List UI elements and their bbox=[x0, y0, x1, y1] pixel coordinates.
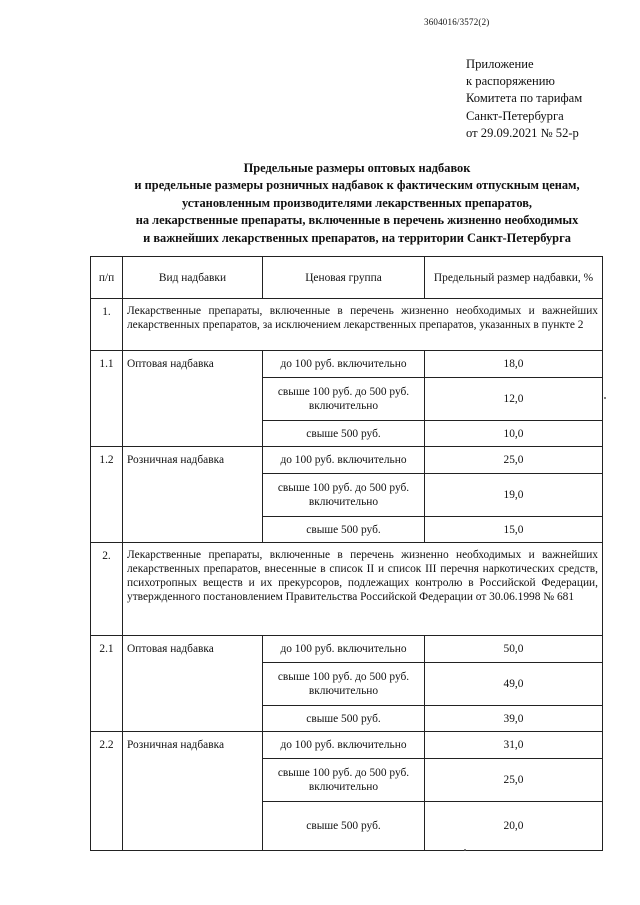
value-cell: 49,0 bbox=[425, 663, 603, 706]
value-cell: 50,0 bbox=[425, 636, 603, 663]
group-num: 2.1 bbox=[91, 636, 123, 732]
value-cell: 25,0 bbox=[425, 447, 603, 474]
document-number: 3604016/3572(2) bbox=[424, 17, 490, 27]
group-kind: Розничная надбавка bbox=[123, 447, 263, 543]
price-group-cell: до 100 руб. включительно bbox=[263, 447, 425, 474]
value-cell: 12,0 bbox=[425, 378, 603, 421]
appendix-line: Комитета по тарифам bbox=[466, 91, 583, 106]
section-num: 2. bbox=[91, 543, 123, 636]
scan-speck bbox=[464, 849, 466, 851]
section-row bbox=[91, 299, 603, 351]
header-kind: Вид надбавки bbox=[123, 257, 263, 299]
title-line: и важнейших лекарственных препаратов, на территории Санкт-Петербурга bbox=[143, 230, 571, 245]
price-group-cell: свыше 100 руб. до 500 руб. включительно bbox=[263, 759, 425, 802]
section-num: 1. bbox=[91, 299, 123, 351]
section-row bbox=[91, 543, 603, 636]
section-text: Лекарственные препараты, включенные в перечень жизненно необходимых и важнейших лекарственных препаратов, за исключением лекарственных препаратов, указанных в пункте 2 bbox=[123, 299, 603, 351]
header-num: п/п bbox=[91, 257, 123, 299]
appendix-line: от 29.09.2021 № 52-р bbox=[466, 125, 579, 140]
title-line: установленным производителями лекарственных препаратов, bbox=[181, 195, 533, 210]
value-cell: 25,0 bbox=[425, 759, 603, 802]
price-group-cell: свыше 100 руб. до 500 руб. включительно bbox=[263, 663, 425, 706]
value-cell: 15,0 bbox=[425, 517, 603, 543]
group-kind: Розничная надбавка bbox=[123, 732, 263, 851]
value-cell: 39,0 bbox=[425, 706, 603, 732]
price-group-cell: свыше 500 руб. bbox=[263, 517, 425, 543]
price-group-cell: свыше 500 руб. bbox=[263, 802, 425, 851]
value-cell: 19,0 bbox=[425, 474, 603, 517]
table-row bbox=[91, 447, 603, 474]
table-header-row bbox=[91, 257, 603, 299]
price-group-cell: до 100 руб. включительно bbox=[263, 636, 425, 663]
price-group-cell: свыше 500 руб. bbox=[263, 421, 425, 447]
price-group-cell: свыше 100 руб. до 500 руб. включительно bbox=[263, 474, 425, 517]
value-cell: 18,0 bbox=[425, 351, 603, 378]
value-cell: 10,0 bbox=[425, 421, 603, 447]
appendix-line: к распоряжению bbox=[466, 74, 555, 89]
price-group-cell: свыше 500 руб. bbox=[263, 706, 425, 732]
appendix-line: Приложение bbox=[466, 57, 534, 71]
table-row bbox=[91, 351, 603, 378]
value-cell: 20,0 bbox=[425, 802, 603, 851]
value-cell: 31,0 bbox=[425, 732, 603, 759]
title-line: и предельные размеры розничных надбавок к фактическим отпускным ценам, bbox=[134, 178, 580, 193]
group-num: 1.2 bbox=[91, 447, 123, 543]
title-line: на лекарственные препараты, включенные в перечень жизненно необходимых bbox=[135, 213, 579, 228]
appendix-block bbox=[466, 56, 582, 142]
table-row bbox=[91, 636, 603, 663]
table-row bbox=[91, 732, 603, 759]
price-group-cell: свыше 100 руб. до 500 руб. включительно bbox=[263, 378, 425, 421]
appendix-line: Санкт-Петербурга bbox=[466, 108, 564, 123]
group-num: 1.1 bbox=[91, 351, 123, 447]
header-max-size: Предельный размер надбавки, % bbox=[425, 257, 603, 299]
group-kind: Оптовая надбавка bbox=[123, 636, 263, 732]
price-group-cell: до 100 руб. включительно bbox=[263, 351, 425, 378]
section-text: Лекарственные препараты, включенные в перечень жизненно необходимых и важнейших лекарственных препаратов, внесенные в список II и список III перечня наркотических средств, психотропных веществ и их прекурсоров, подлежащих контролю в Российской Федерации, утвержденного постановлением Правительства Российской Федерации от 30.06.1998 № 681 bbox=[123, 543, 603, 636]
header-price-group: Ценовая группа bbox=[263, 257, 425, 299]
scan-speck bbox=[604, 397, 606, 399]
price-group-cell: до 100 руб. включительно bbox=[263, 732, 425, 759]
document-title bbox=[60, 160, 640, 247]
title-line: Предельные размеры оптовых надбавок bbox=[243, 161, 471, 175]
markup-table bbox=[90, 256, 603, 851]
group-kind: Оптовая надбавка bbox=[123, 351, 263, 447]
group-num: 2.2 bbox=[91, 732, 123, 851]
